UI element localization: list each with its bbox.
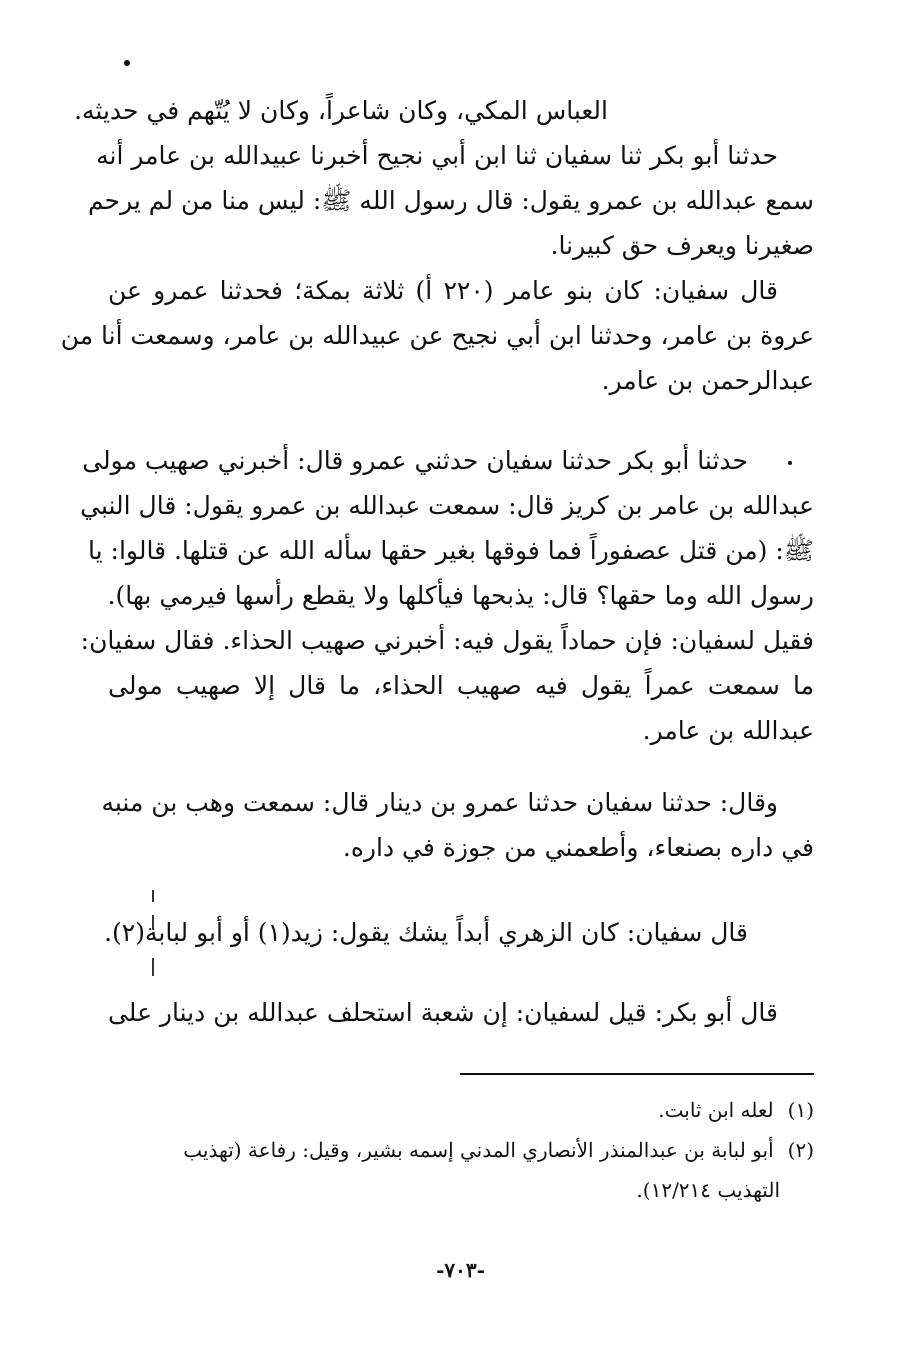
margin-mark	[152, 890, 154, 902]
footnote-number: (١)	[787, 1098, 814, 1122]
text-paragraph	[101, 780, 814, 870]
text-line: صغيرنا ويعرف حق كبيرنا.	[550, 231, 814, 260]
page-number: -٧٠٣-	[436, 1258, 485, 1282]
text-line: عبدالرحمن بن عامر.	[601, 366, 814, 395]
text-line: ما سمعت عمراً يقول فيه صهيب الحذاء، ما قال إلا صهيب مولى	[108, 671, 814, 700]
text-line: قال أبو بكر: قيل لسفيان: إن شعبة استحلف عبدالله بن دينار على	[107, 998, 778, 1027]
text-paragraph	[104, 910, 814, 955]
text-line: ﷺ: (من قتل عصفوراً فما فوقها بغير حقها سأله الله عن قتلها. قالوا: يا	[88, 536, 814, 565]
text-line: حدثنا أبو بكر ثنا سفيان ثنا ابن أبي نجيح أخبرنا عبيدالله بن عامر أنه	[96, 141, 778, 170]
footnote-separator	[460, 1073, 814, 1075]
footnote	[108, 1130, 814, 1210]
text-line: العباس المكي، وكان شاعراً، وكان لا يُتّهم في حديثه.	[74, 96, 608, 125]
text-line: قال سفيان: كان الزهري أبداً يشك يقول: زيد(١) أو أبو لبابة(٢).	[104, 918, 748, 947]
text-line: رسول الله وما حقها؟ قال: يذبحها فيأكلها ولا يقطع رأسها فيرمي بها).	[107, 581, 814, 610]
text-paragraph	[88, 133, 814, 268]
text-line: سمع عبدالله بن عمرو يقول: قال رسول الله ﷺ: ليس منا من لم يرحم	[88, 186, 814, 215]
footnote-text: أبو لبابة بن عبدالمنذر الأنصاري المدني إسمه بشير، وقيل: رفاعة (تهذيب	[183, 1138, 774, 1162]
text-paragraph	[108, 990, 814, 1035]
text-paragraph	[80, 438, 814, 753]
text-line: في داره بصنعاء، وأطعمني من جوزة في داره.	[342, 833, 814, 862]
text-line: فقيل لسفيان: فإن حماداً يقول فيه: أخبرني صهيب الحذاء. فقال سفيان:	[80, 626, 814, 655]
text-paragraph	[60, 268, 814, 403]
text-line: عبدالله بن عامر.	[642, 716, 814, 745]
text-line: عبدالله بن عامر بن كريز قال: سمعت عبدالله بن عمرو يقول: قال النبي	[80, 491, 814, 520]
margin-mark	[152, 958, 154, 976]
ink-dot	[124, 60, 130, 66]
text-line: قال سفيان: كان بنو عامر (٢٢٠ أ) ثلاثة بمكة؛ فحدثنا عمرو عن	[108, 276, 778, 305]
footnote	[108, 1090, 814, 1130]
footnote-text-continuation: التهذيب ١٢/٢١٤).	[636, 1178, 780, 1202]
text-line: حدثنا أبو بكر حدثنا سفيان حدثني عمرو قال: أخبرني صهيب مولى	[82, 446, 748, 475]
footnote-text: لعله ابن ثابت.	[658, 1098, 774, 1122]
footnote-number: (٢)	[787, 1138, 814, 1162]
footnotes	[108, 1090, 814, 1210]
text-line: عروة بن عامر، وحدثنا ابن أبي نجيح عن عبيدالله بن عامر، وسمعت أنا من	[60, 321, 814, 350]
text-line: وقال: حدثنا سفيان حدثنا عمرو بن دينار قال: سمعت وهب بن منبه	[101, 788, 778, 817]
text-paragraph	[74, 88, 814, 133]
